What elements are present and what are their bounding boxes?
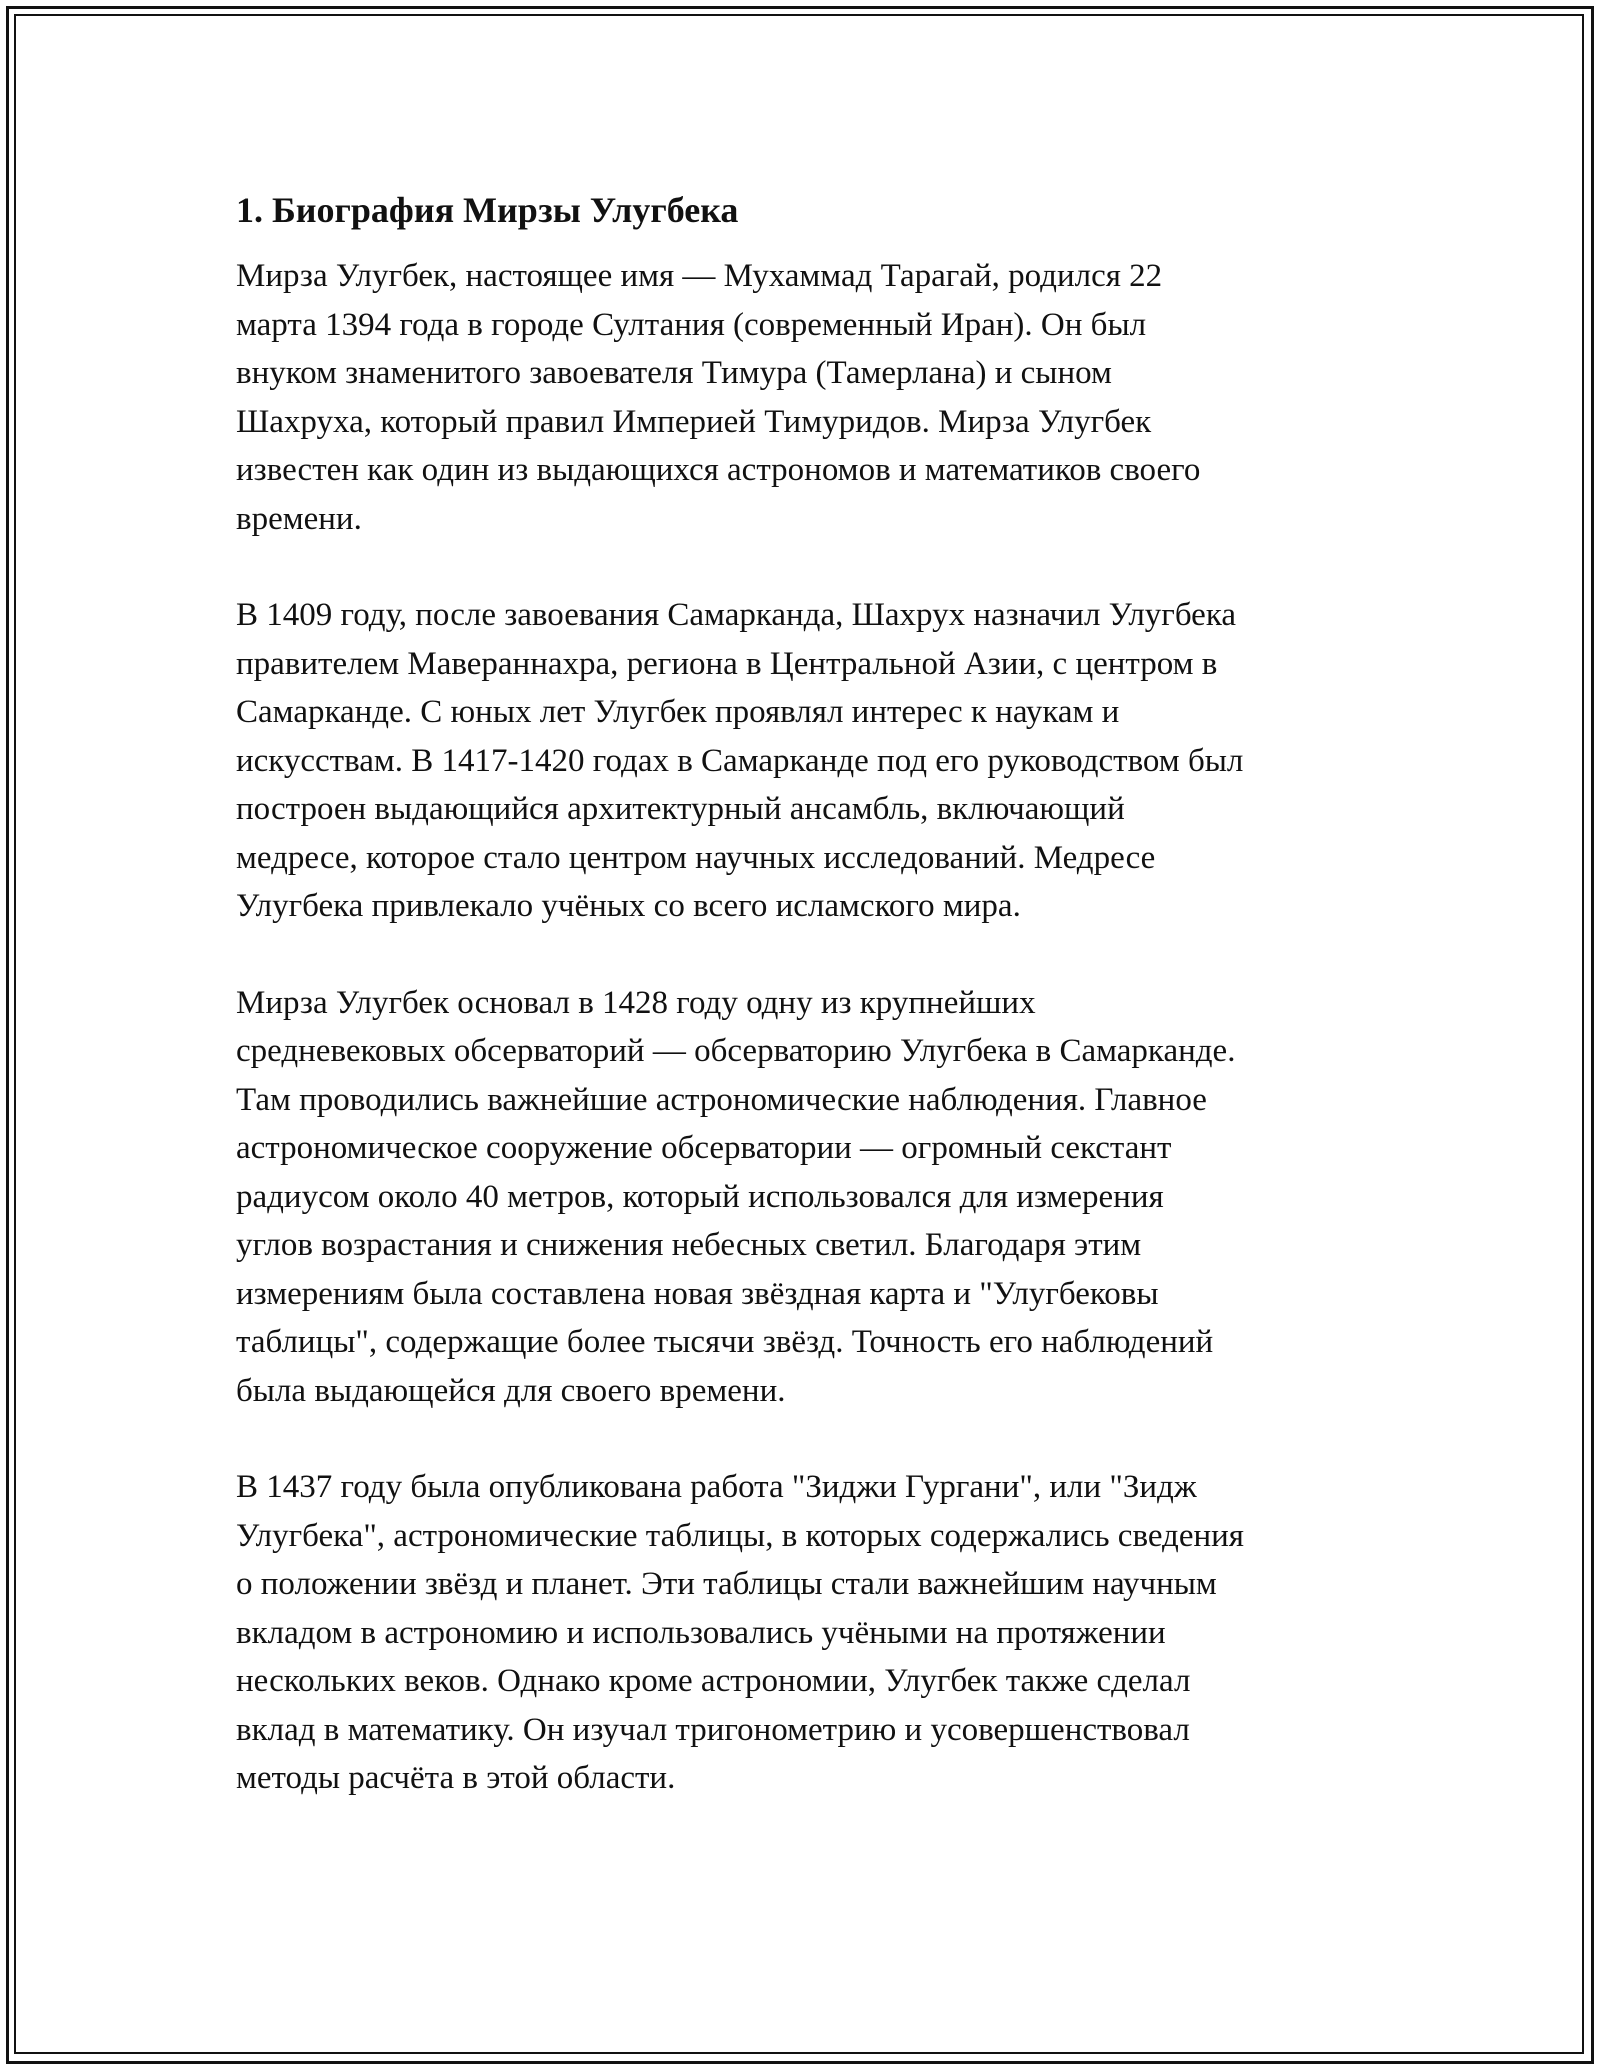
paragraph-2 — [236, 591, 1376, 931]
text-line: измерениям была составлена новая звёздная карта и "Улугбековы — [236, 1275, 1159, 1312]
paragraph-1 — [236, 252, 1376, 543]
document-body — [236, 186, 1376, 1803]
paragraph-4 — [236, 1463, 1376, 1803]
text-line: искусствам. В 1417-1420 годах в Самарканде под его руководством был — [236, 742, 1244, 779]
text-line: В 1409 году, после завоевания Самарканда, Шахрух назначил Улугбека — [236, 597, 1237, 633]
text-line: астрономическое сооружение обсерватории — огромный секстант — [236, 1130, 1172, 1166]
text-line: внуком знаменитого завоевателя Тимура (Тамерлана) и сыном — [236, 355, 1112, 391]
text-line: Мирза Улугбек, настоящее имя — Мухаммад Тарагай, родился 22 — [236, 258, 1163, 294]
paragraph-3 — [236, 979, 1376, 1416]
text-line: средневековых обсерваторий — обсерваторию Улугбека в Самарканде. — [236, 1033, 1236, 1069]
text-line: о положении звёзд и планет. Эти таблицы стали важнейшим научным — [236, 1566, 1217, 1602]
text-line: Улугбека", астрономические таблицы, в которых содержались сведения — [236, 1517, 1244, 1554]
text-line: времени. — [236, 500, 362, 537]
text-line: таблицы", содержащие более тысячи звёзд. Точность его наблюдений — [236, 1324, 1214, 1360]
text-line: Там проводились важнейшие астрономические наблюдения. Главное — [236, 1081, 1207, 1118]
text-line: Мирза Улугбек основал в 1428 году одну из крупнейших — [236, 984, 1036, 1021]
text-line: углов возрастания и снижения небесных светил. Благодаря этим — [236, 1227, 1142, 1263]
text-line: медресе, которое стало центром научных исследований. Медресе — [236, 839, 1156, 876]
text-line: Шахруха, который правил Империей Тимуридов. Мирза Улугбек — [236, 403, 1152, 440]
text-line: марта 1394 года в городе Султания (современный Иран). Он был — [236, 306, 1147, 343]
text-line: вклад в математику. Он изучал тригонометрию и усовершенствовал — [236, 1711, 1190, 1748]
text-line: вкладом в астрономию и использовались учёными на протяжении — [236, 1614, 1166, 1651]
text-line: Улугбека привлекало учёных со всего исламского мира. — [236, 888, 1021, 924]
text-line: Самарканде. С юных лет Улугбек проявлял интерес к наукам и — [236, 694, 1120, 730]
text-line: В 1437 году была опубликована работа "Зиджи Гургани", или "Зидж — [236, 1469, 1197, 1505]
text-line: радиусом около 40 метров, который использовался для измерения — [236, 1178, 1164, 1215]
text-line: правителем Мавераннахра, региона в Центральной Азии, с центром в — [236, 645, 1218, 682]
text-line: была выдающейся для своего времени. — [236, 1372, 786, 1409]
text-line: известен как один из выдающихся астрономов и математиков своего — [236, 452, 1201, 488]
section-heading: 1. Биография Мирзы Улугбека — [236, 190, 739, 230]
text-line: методы расчёта в этой области. — [236, 1760, 676, 1796]
text-line: построен выдающийся архитектурный ансамбль, включающий — [236, 791, 1125, 827]
text-line: нескольких веков. Однако кроме астрономии, Улугбек также сделал — [236, 1663, 1191, 1699]
